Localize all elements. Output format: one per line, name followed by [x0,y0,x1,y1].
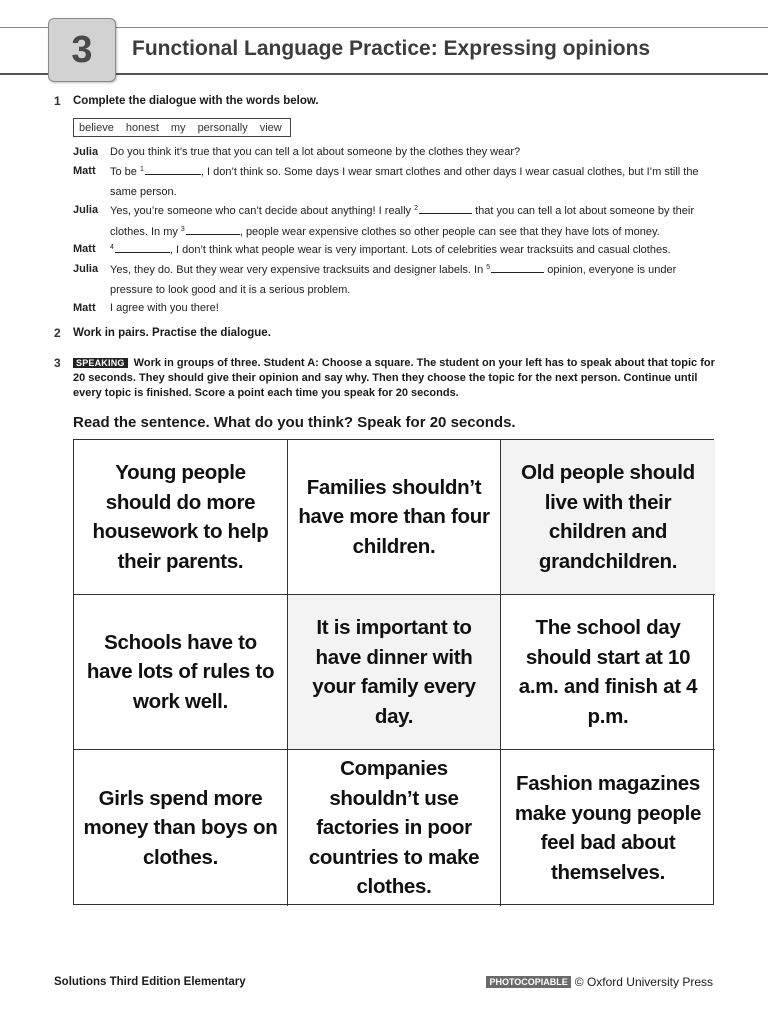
gap-blank[interactable] [186,222,240,235]
gap-blank[interactable] [491,260,544,273]
dialogue-text-segment: , people wear expensive clothes so other people can see that they have lots of money. [239,225,660,238]
exercise-2-instruction: Work in pairs. Practise the dialogue. [73,327,271,339]
topic-square[interactable]: Girls spend more money than boys on clothes. [74,750,288,906]
dialogue-speaker: Matt [73,165,96,177]
book-title: Solutions Third Edition Elementary [54,976,246,988]
word-box-item: my [170,121,186,134]
dialogue-speaker: Julia [73,204,99,216]
gap-number: 2 [414,205,419,212]
dialogue-text-segment: To be [110,166,140,178]
dialogue-text [110,240,713,261]
gap-number: 3 [180,225,185,233]
photocopiable-badge: PHOTOCOPIABLE [486,976,570,988]
page-title: Functional Language Practice: Expressing opinions [132,37,651,60]
topic-square[interactable]: It is important to have dinner with your family every day. [288,595,501,750]
exercise-1-instruction: Complete the dialogue with the words below. [73,95,319,107]
dialogue-text-segment: Do you think it’s true that you can tell a lot about someone by the clothes they wear? [110,146,521,158]
word-box [73,118,291,137]
exercise-1-number: 1 [54,94,61,108]
dialogue-text-segment: Yes, they do. But they wear very expensive tracksuits and designer labels. In [110,264,487,276]
publisher-info [486,975,713,989]
dialogue-speaker: Julia [73,263,99,275]
speaking-prompt: Read the sentence. What do you think? Speak for 20 seconds. [73,414,516,431]
gap-number: 5 [486,264,491,271]
dialogue-speaker: Matt [73,243,96,255]
topic-grid [73,439,714,905]
exercise-3-instruction: Work in groups of three. Student A: Choose a square. The student on your left has to speak about that topic for 20 seconds. They should give their opinion and say why. Then they choose the topic for the next person. Continue until every topic is finished. Score a point each time you speak for 20 seconds. [73,357,715,399]
dialogue-text-segment: , I don’t think what people wear is very important. Lots of celebrities wear tracksuits and casual clothes. [169,244,671,256]
topic-square[interactable]: Companies shouldn’t use factories in poor countries to make clothes. [288,750,501,906]
topic-square[interactable]: Schools have to have lots of rules to work well. [74,595,288,750]
dialogue-text-segment: Yes, you’re someone who can’t decide about anything! I really [110,205,415,217]
gap-number: 1 [139,166,144,173]
dialogue-speaker: Julia [73,146,99,158]
exercise-2-number: 2 [54,326,61,340]
dialogue-text-segment: I agree with you there! [110,302,219,314]
word-box-item: personally [197,121,248,134]
publisher-name: © Oxford University Press [574,975,713,989]
dialogue-speaker: Matt [73,302,96,314]
dialogue-text [110,143,713,163]
topic-square[interactable]: The school day should start at 10 a.m. and finish at 4 p.m. [501,595,715,750]
gap-number: 4 [110,244,114,251]
gap-blank[interactable] [419,201,472,214]
dialogue-text [110,201,713,242]
dialogue-text [110,162,713,202]
word-box-item: view [259,121,282,134]
dialogue-text [110,260,713,300]
dialogue-text-segment: that you can tell a lot about someone by their clothes. In my [110,205,695,238]
topic-square[interactable]: Old people should live with their children and grandchildren. [501,440,715,595]
unit-number: 3 [71,28,93,71]
exercise-3-instruction-block [73,356,718,401]
dialogue-text [110,299,713,319]
gap-blank[interactable] [145,162,201,175]
topic-square[interactable]: Families shouldn’t have more than four children. [288,440,501,595]
topic-square[interactable]: Fashion magazines make young people feel bad about themselves. [514,772,702,884]
topic-square[interactable]: Young people should do more housework to help their parents. [74,440,288,595]
speaking-badge: SPEAKING [73,358,128,368]
exercise-3-number: 3 [54,356,61,370]
dialogue-text-segment: opinion, everyone is under pressure to look good and it is a serious problem. [110,264,677,296]
word-box-item: believe [79,121,114,134]
gap-blank[interactable] [115,240,170,253]
unit-number-badge [48,18,116,82]
dialogue-text-segment: , I don’t think so. Some days I wear smart clothes and other days I wear casual clothes, but I’m still the same person. [110,166,699,198]
word-box-item: honest [125,121,159,134]
